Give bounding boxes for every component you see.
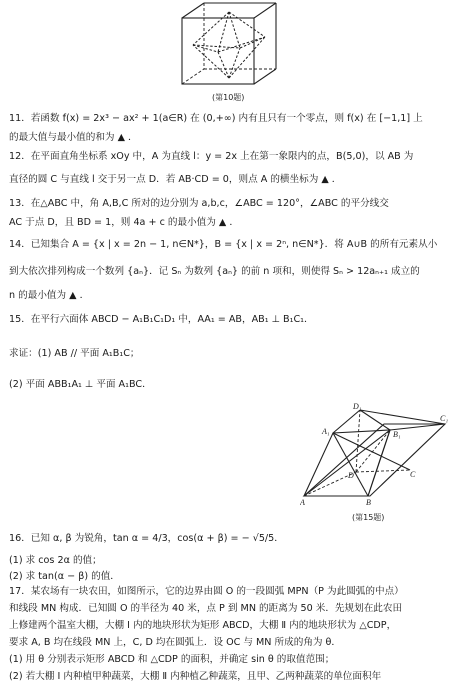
q14-line2: 到大依次排列构成一个数列 {aₙ}．记 Sₙ 为数列 {aₙ} 的前 n 项和，则使得 Sₙ > 12aₙ₊₁ 成立的 <box>9 266 420 277</box>
q16-line2: (1) 求 cos 2α 的值； <box>9 555 102 566</box>
q11-line2: 的最大值与最小值的和为 ▲ ． <box>9 132 138 143</box>
q17-line5: (1) 用 θ 分别表示矩形 ABCD 和 △CDP 的面积，并确定 sin θ 的取值范围； <box>9 654 335 665</box>
figure-q10-cube <box>176 0 281 92</box>
q17-line2: 和线段 MN 构成．已知圆 O 的半径为 40 米，点 P 到 MN 的距离为 50 米．先规划在此农田 <box>9 603 403 614</box>
q12-line1: 12．在平面直角坐标系 xOy 中，A 为直线 l：y = 2x 上在第一象限内的点，B(5,0)，以 AB 为 <box>9 151 414 162</box>
q14-line1: 14．已知集合 A = {x | x = 2n − 1, n∈N*}，B = {x | x = 2ⁿ, n∈N*}．将 A∪B 的所有元素从小 <box>9 239 438 250</box>
figure-q10-caption: (第10题) <box>212 93 245 102</box>
q16-line3: (2) 求 tan(α − β) 的值． <box>9 571 120 582</box>
label-D: D <box>348 471 354 480</box>
label-A: A <box>300 498 305 507</box>
label-B: B <box>366 498 371 507</box>
q15-line1: 15．在平行六面体 ABCD − A₁B₁C₁D₁ 中，AA₁ = AB，AB₁ ⊥ B₁C₁． <box>9 314 314 325</box>
q17-line3: 上修建两个温室大棚，大棚 Ⅰ 内的地块形状为矩形 ABCD，大棚 Ⅱ 内的地块形状为 △CDP， <box>9 620 397 631</box>
label-A1: A₁ <box>322 427 330 436</box>
figure-q15-parallelepiped <box>300 402 450 512</box>
q11-line1: 11．若函数 f(x) = 2x³ − ax² + 1(a∈R) 在 (0,+∞) 内有且只有一个零点，则 f(x) 在 [−1,1] 上 <box>9 113 423 124</box>
q17-line4: 要求 A, B 均在线段 MN 上，C, D 均在圆弧上．设 OC 与 MN 所成的角为 θ． <box>9 637 342 648</box>
q17-line6: (2) 若大棚 Ⅰ 内种植甲种蔬菜，大棚 Ⅱ 内种植乙种蔬菜，且甲、乙两种蔬菜的单位面积年 <box>9 671 382 682</box>
q16-line1: 16．已知 α, β 为锐角，tan α = 4/3，cos(α + β) = − √5/5． <box>9 533 284 544</box>
label-C: C <box>410 470 416 479</box>
label-C1: C₁ <box>440 414 449 423</box>
q14-line3: n 的最小值为 ▲ ． <box>9 290 90 301</box>
figure-q15-caption: (第15题) <box>352 513 385 522</box>
q15-line3: (2) 平面 ABB₁A₁ ⊥ 平面 A₁BC． <box>9 379 152 390</box>
q12-line2: 直径的圆 C 与直线 l 交于另一点 D．若 AB·CD = 0，则点 A 的横坐标为 ▲ ． <box>9 174 342 185</box>
q13-line2: AC 于点 D，且 BD = 1，则 4a + c 的最小值为 ▲ ． <box>9 217 239 228</box>
label-B1: B₁ <box>393 430 401 439</box>
q13-line1: 13．在△ABC 中，角 A,B,C 所对的边分别为 a,b,c，∠ABC = 120°，∠ABC 的平分线交 <box>9 198 389 209</box>
q17-line1: 17．某农场有一块农田，如图所示，它的边界由圆 O 的一段圆弧 MPN（P 为此圆弧的中点） <box>9 586 404 597</box>
label-D1: D₁ <box>353 402 362 411</box>
q15-line2: 求证：(1) AB // 平面 A₁B₁C； <box>9 348 140 359</box>
